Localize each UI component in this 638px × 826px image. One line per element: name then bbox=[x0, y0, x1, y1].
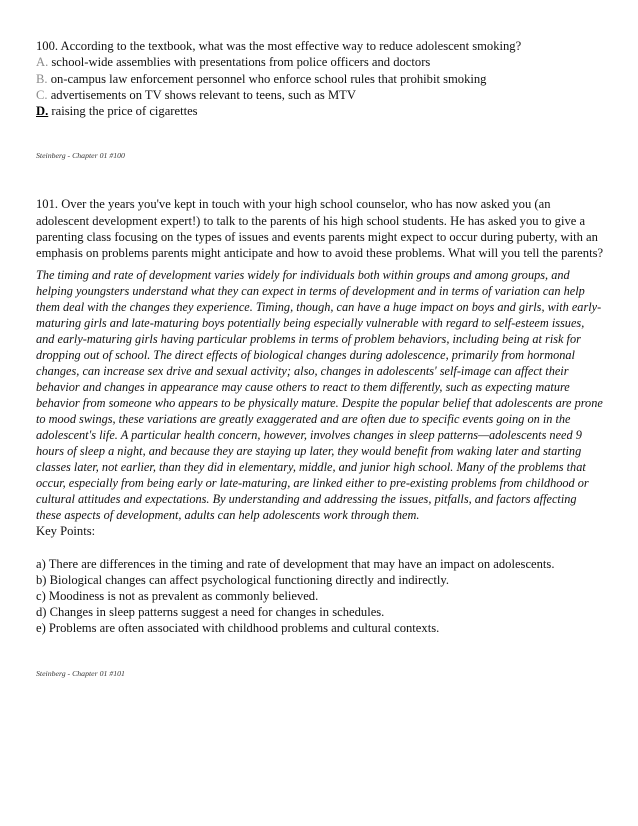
document-page bbox=[36, 38, 604, 679]
option-b bbox=[36, 71, 604, 87]
option-d-correct bbox=[36, 103, 604, 119]
key-point-b: b) Biological changes can affect psychological functioning directly and indirectly. bbox=[36, 572, 450, 587]
option-c bbox=[36, 87, 604, 103]
key-points-heading: Key Points: bbox=[36, 524, 96, 539]
key-point-a: a) There are differences in the timing and rate of development that may have an impact on adolescents. bbox=[36, 556, 555, 571]
question-101 bbox=[36, 196, 604, 636]
option-b-letter: B. bbox=[36, 71, 48, 86]
key-points-list bbox=[36, 556, 604, 637]
question-101-text: 101. Over the years you've kept in touch with your high school counselor, who has now asked you (an adolescent development expert!) to talk to the parents of his high school students. He has asked you to give a parenting class focusing on the types of issues and events parents might expect to occur during puberty, with an emphasis on problems parents might anticipate and how to avoid these problems. What will you tell the parents? bbox=[36, 197, 604, 261]
question-101-answer: The timing and rate of development varies widely for individuals both within groups and among groups, and helping youngsters understand what they can expect in terms of development and in terms of variation can help them deal with the changes they experience. Timing, though, can have a huge impact on boys and girls, with early-maturing girls and late-maturing boys potentially being especially vulnerable with regard to self-esteem issues, and early-maturing girls having particular problems in terms of problem behaviors, including being at risk for dropping out of school. The direct effects of biological changes during adolescence, primarily from hormonal changes, can increase sex drive and sexual activity; also, changes in adolescents' self-image can affect their behavior and changes in appearance may cause others to react to them differently, such as expecting mature behavior from someone who appears to be physically mature. Despite the popular belief that adolescents are prone to mood swings, these variations are greatly exaggerated and are often due to specific events going on in the adolescent's life. A particular health concern, however, involves changes in sleep patterns—adolescents need 9 hours of sleep a night, and because they are staying up later, they would benefit from waking later and starting classes later, not earlier, than they did in elementary, middle, and junior high school. Many of the problems that occur, especially from being early or late-maturing, are linked either to pre-existing problems from childhood or cultural attitudes and expectations. By understanding and addressing the issues, pitfalls, and factors affecting these aspects of development, adults can help adolescents work through them. bbox=[36, 267, 603, 523]
option-a-text: school-wide assemblies with presentations from police officers and doctors bbox=[51, 55, 431, 70]
key-point-c: c) Moodiness is not as prevalent as commonly believed. bbox=[36, 589, 319, 604]
question-100-reference: Steinberg - Chapter 01 #100 bbox=[36, 151, 125, 161]
question-101-reference: Steinberg - Chapter 01 #101 bbox=[36, 668, 125, 678]
key-point-d: d) Changes in sleep patterns suggest a need for changes in schedules. bbox=[36, 605, 385, 620]
question-100-text: 100. According to the textbook, what was the most effective way to reduce adolescent smoking? bbox=[36, 39, 522, 53]
option-c-letter: C. bbox=[36, 87, 48, 102]
option-b-text: on-campus law enforcement personnel who enforce school rules that prohibit smoking bbox=[50, 71, 487, 86]
option-a bbox=[36, 54, 604, 70]
key-point-e: e) Problems are often associated with childhood problems and cultural contexts. bbox=[36, 621, 440, 636]
question-100 bbox=[36, 38, 604, 119]
option-a-letter: A. bbox=[36, 55, 49, 70]
option-c-text: advertisements on TV shows relevant to teens, such as MTV bbox=[50, 87, 356, 102]
option-d-text: raising the price of cigarettes bbox=[51, 104, 198, 119]
option-d-letter: D. bbox=[36, 104, 49, 119]
